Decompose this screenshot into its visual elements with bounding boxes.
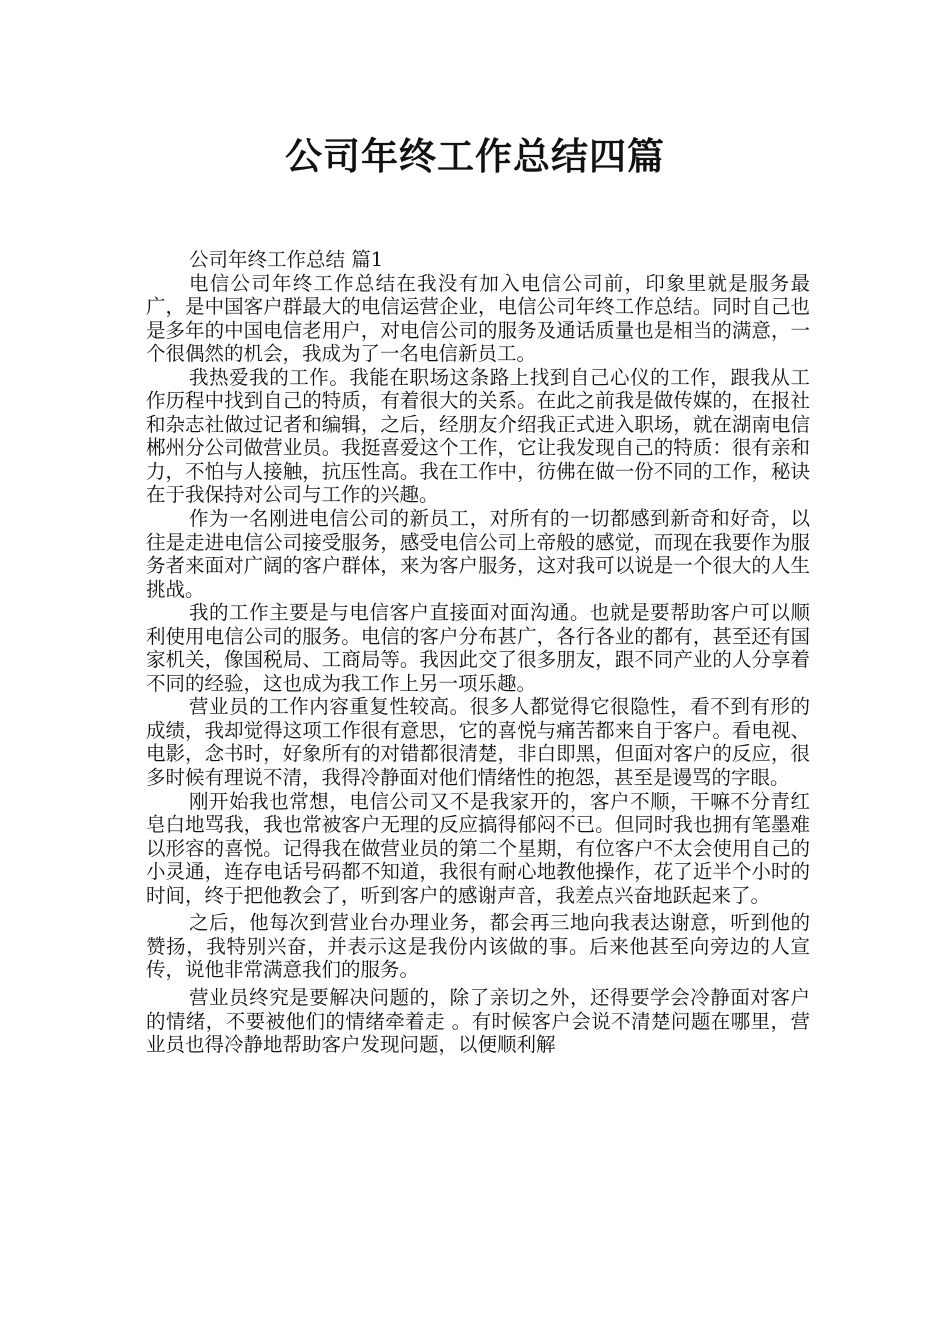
paragraph-6: 刚开始我也常想，电信公司又不是我家开的，客户不顺，干嘛不分青红皂白地骂我，我也常被客户无理的反应搞得郁闷不已。但同时我也拥有笔墨难以形容的喜悦。记得我在做营业员的第二个星期，有位客户不太会使用自己的小灵通，连存电话号码都不知道，我很有耐心地教他操作，花了近半个小时的时间，终于把他教会了，听到客户的感谢声音，我差点兴奋地跃起来了。 bbox=[146, 789, 810, 907]
paragraph-1: 电信公司年终工作总结在我没有加入电信公司前，印象里就是服务最广，是中国客户群最大的电信运营企业，电信公司年终工作总结。同时自己也是多年的中国电信老用户，对电信公司的服务及通话质量也是相当的满意，一个很偶然的机会，我成为了一名电信新员工。 bbox=[146, 271, 810, 366]
paragraph-2: 我热爱我的工作。我能在职场这条路上找到自己心仪的工作，跟我从工作历程中找到自己的特质，有着很大的关系。在此之前我是做传媒的，在报社和杂志社做过记者和编辑，之后，经朋友介绍我正式进入职场，就在湖南电信郴州分公司做营业员。我挺喜爱这个工作，它让我发现自己的特质：很有亲和力，不怕与人接触，抗压性高。我在工作中，彷佛在做一份不同的工作，秘诀在于我保持对公司与工作的兴趣。 bbox=[146, 365, 810, 507]
paragraph-8: 营业员终究是要解决问题的，除了亲切之外，还得要学会冷静面对客户的情绪，不要被他们的情绪牵着走 。有时候客户会说不清楚问题在哪里，营业员也得冷静地帮助客户发现问题，以便顺利解 bbox=[146, 985, 810, 1057]
paragraph-4: 我的工作主要是与电信客户直接面对面沟通。也就是要帮助客户可以顺利使用电信公司的服务。电信的客户分布甚广，各行各业的都有，甚至还有国家机关，像国税局、工商局等。我因此交了很多朋友，跟不同产业的人分享着不同的经验，这也成为我工作上另一项乐趣。 bbox=[146, 601, 810, 695]
paragraph-3: 作为一名刚进电信公司的新员工，对所有的一切都感到新奇和好奇，以往是走进电信公司接受服务，感受电信公司上帝般的感觉，而现在我要作为服务者来面对广阔的客户群体，来为客户服务，这对我可以说是一个很大的人生挑战。 bbox=[146, 507, 810, 601]
paragraph-7: 之后，他每次到营业台办理业务，都会再三地向我表达谢意，听到他的赞扬，我特别兴奋，并表示这是我份内该做的事。后来他甚至向旁边的人宣传，说他非常满意我们的服务。 bbox=[146, 911, 810, 982]
paragraph-5: 营业员的工作内容重复性较高。很多人都觉得它很隐性，看不到有形的成绩，我却觉得这项工作很有意思，它的喜悦与痛苦都来自于客户。看电视、电影，念书时，好象所有的对错都很清楚，非白即黑，但面对客户的反应，很多时候有理说不清，我得冷静面对他们情绪性的抱怨，甚至是谩骂的字眼。 bbox=[146, 695, 810, 790]
section-heading: 公司年终工作总结 篇1 bbox=[189, 248, 384, 271]
document-title: 公司年终工作总结四篇 bbox=[285, 135, 665, 178]
document-body bbox=[146, 248, 810, 1057]
